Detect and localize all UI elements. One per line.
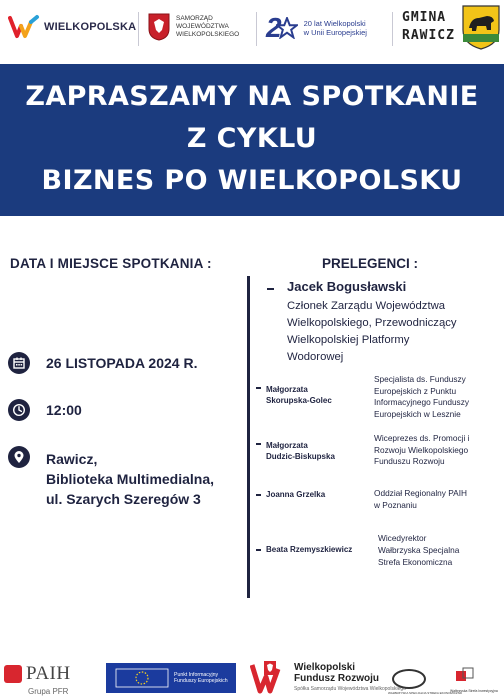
- speakers-heading: PRELEGENCI :: [322, 256, 419, 271]
- speaker-bullet: [256, 443, 261, 445]
- lat20-logo: [266, 12, 367, 44]
- speaker-2-name: Małgorzata Skorupska-Golec: [266, 385, 332, 405]
- event-place: Rawicz, Biblioteka Multimedialna, ul. Szarych Szeregów 3: [46, 451, 215, 507]
- gmina-rawicz-text: GMINA RAWICZ: [402, 10, 455, 43]
- speaker-5-name: Beata Rzemyszkiewicz: [266, 545, 353, 554]
- logo-divider: [392, 12, 393, 46]
- paih-mark-icon: [4, 665, 22, 683]
- speaker-4-role: Oddział Regionalny PAIH w Poznaniu: [374, 488, 468, 510]
- lat20-text: 20 lat Wielkopolski w Unii Europejskiej: [303, 19, 367, 37]
- header-logos: [0, 0, 504, 62]
- speaker-bullet: [267, 288, 274, 290]
- wielkopolska-text: WIELKOPOLSKA: [44, 21, 137, 33]
- speaker-4-name: Joanna Grzelka: [266, 490, 326, 499]
- logo-divider: [138, 12, 139, 46]
- bear-crest-icon: [461, 4, 501, 50]
- clock-icon: [8, 399, 30, 421]
- logo-divider: [256, 12, 257, 46]
- eu-flag-icon: [114, 667, 170, 689]
- title-banner: [0, 64, 504, 216]
- speaker-1-role: Członek Zarządu Województwa Wielkopolskiego, Przewodniczący Wielkopolskiej Platformy Wodorowej: [287, 300, 457, 363]
- speaker-bullet: [256, 387, 261, 389]
- speaker-1-name: Jacek Bogusławski: [287, 279, 407, 294]
- footer-logos: [0, 655, 504, 700]
- lat20-number: 2: [266, 12, 280, 43]
- banner-line-3: BIZNES PO WIELKOPOLSKU: [41, 165, 463, 196]
- calendar-icon: [8, 352, 30, 374]
- wsse-logo: [392, 669, 426, 689]
- samorzad-logo: [148, 13, 239, 41]
- banner-line-1: ZAPRASZAMY NA SPOTKANIE: [25, 81, 479, 112]
- location-pin-icon: [8, 446, 30, 468]
- wsi-logo-icon: [456, 667, 474, 685]
- speaker-3-role: Wiceprezes ds. Promocji i Rozwoju Wielkopolskiego Funduszu Rozwoju: [374, 433, 470, 466]
- banner-line-2: Z CYKLU: [186, 123, 318, 154]
- paih-logo: PAIH Grupa PFR: [4, 663, 71, 685]
- pife-logo: Punkt Informacyjny Funduszy Europejskich: [106, 663, 236, 693]
- wfr-mark-icon: [250, 661, 290, 695]
- wielkopolska-logo: [8, 14, 136, 40]
- event-date: 26 LISTOPADA 2024 R.: [46, 355, 198, 371]
- wsi-caption: Wałbrzyska Strefa Inwestycyjna: [450, 689, 498, 693]
- column-divider: [247, 276, 250, 598]
- wielkopolska-mark-icon: [8, 14, 40, 40]
- event-heading: DATA I MIEJSCE SPOTKANIA :: [10, 256, 212, 271]
- speaker-2-role: Specjalista ds. Funduszy Europejskich z Punktu Informacyjnego Funduszy Europejskich w Lesznie: [374, 374, 470, 419]
- shield-icon: [148, 13, 170, 41]
- gmina-rawicz-logo: [402, 4, 501, 50]
- speaker-3-name: Małgorzata Dudzic-Biskupska: [266, 441, 335, 461]
- speaker-bullet: [256, 494, 261, 496]
- samorzad-text: SAMORZĄD WOJEWÓDZTWA WIELKOPOLSKIEGO: [176, 15, 240, 38]
- speaker-bullet: [256, 549, 261, 551]
- event-time: 12:00: [46, 402, 82, 418]
- wsse-caption: WAŁBRZYSKA SPECJALNA STREFA EKONOMICZNA: [388, 691, 462, 695]
- speaker-5-role: Wicedyrektor Wałbrzyska Specjalna Strefa Ekonomiczna: [378, 533, 460, 567]
- wfr-logo: Wielkopolski Fundusz Rozwoju Spółka Samorządu Województwa Wielkopolskiego: [250, 661, 406, 695]
- star-icon: [276, 17, 298, 39]
